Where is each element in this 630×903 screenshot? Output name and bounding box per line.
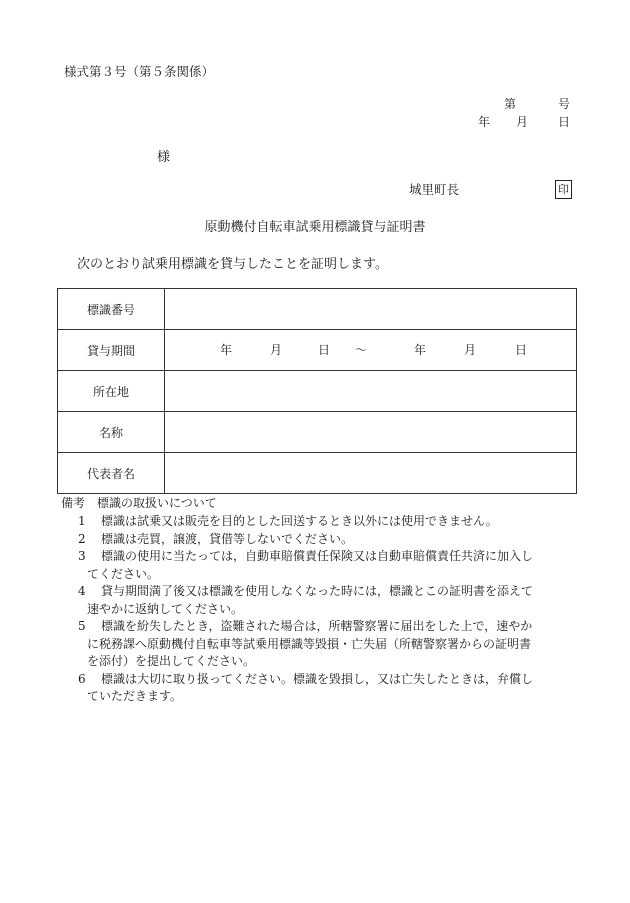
note-line: を添付）を提出してください。 [87, 654, 256, 668]
note-line: てください。 [87, 566, 160, 581]
number-go-label: 号 [558, 97, 571, 111]
note-line: 標識を紛失したとき，盗難された場合は，所轄警察署に届出をした上で，速やか [101, 619, 533, 633]
period-end-month: 月 [464, 343, 477, 357]
date-day-label: 日 [558, 115, 571, 129]
table-row [58, 330, 577, 371]
date-month-label: 月 [516, 115, 529, 129]
notes-heading: 備考 標識の取扱いについて [61, 496, 217, 510]
label-location: 所在地 [58, 371, 165, 412]
document-title: 原動機付自転車試乗用標識貸与証明書 [204, 220, 426, 235]
value-sign-number [165, 289, 577, 330]
label-sign-number: 標識番号 [58, 289, 165, 330]
notes-list [61, 513, 581, 706]
table-row [58, 371, 577, 412]
note-line: 標識は試乗又は販売を目的とした回送するとき以外には使用できません。 [101, 514, 498, 528]
note-line: 標識は大切に取り扱ってください。標識を毀損し，又は亡失したときは，弁償し [101, 671, 534, 686]
list-item [61, 583, 581, 618]
note-number: 2 [78, 531, 86, 546]
label-name: 名称 [58, 412, 165, 453]
period-tilde: 〜 [355, 343, 368, 357]
note-line: 標識の使用に当たっては，自動車賠償責任保険又は自動車賠償責任共済に加入し [101, 549, 534, 563]
label-loan-period: 貸与期間 [58, 330, 165, 371]
note-number: 5 [78, 619, 86, 633]
table-row [58, 289, 577, 330]
issuer-name: 城里町長 [409, 182, 460, 197]
note-number: 4 [78, 584, 86, 598]
date-year-label: 年 [478, 115, 491, 129]
note-number: 6 [78, 671, 86, 686]
list-item [61, 513, 581, 531]
period-start-month: 月 [270, 343, 283, 357]
period-start-day: 日 [318, 343, 331, 357]
note-number: 3 [78, 549, 86, 563]
certificate-table [57, 288, 577, 494]
form-number: 様式第３号（第５条関係） [64, 64, 215, 79]
value-name [165, 412, 577, 453]
note-line: ていただきます。 [87, 689, 183, 703]
intro-text: 次のとおり試乗用標識を貸与したことを証明します。 [77, 257, 388, 272]
note-line: 標識は売買，譲渡，貸借等しないでください。 [101, 531, 354, 546]
label-representative: 代表者名 [58, 453, 165, 494]
list-item [61, 671, 581, 706]
table-row [58, 412, 577, 453]
table-row [58, 453, 577, 494]
period-end-day: 日 [515, 343, 528, 357]
value-loan-period [165, 330, 577, 371]
note-number: 1 [78, 514, 86, 528]
value-location [165, 371, 577, 412]
period-start-year: 年 [220, 343, 233, 357]
addressee-suffix: 様 [157, 150, 171, 165]
seal-mark: 印 [555, 180, 572, 199]
list-item [61, 548, 581, 583]
number-dai-label: 第 [504, 97, 517, 111]
note-line: 貸与期間満了後又は標識を使用しなくなった時には，標識とこの証明書を添えて [101, 584, 534, 598]
period-end-year: 年 [414, 343, 427, 357]
note-line: 速やかに返納してください。 [87, 601, 244, 616]
note-line: に税務課へ原動機付自転車等試乗用標識等毀損・亡失届（所轄警察署からの証明書 [87, 636, 532, 651]
value-representative [165, 453, 577, 494]
list-item [61, 618, 581, 671]
list-item [61, 531, 581, 549]
